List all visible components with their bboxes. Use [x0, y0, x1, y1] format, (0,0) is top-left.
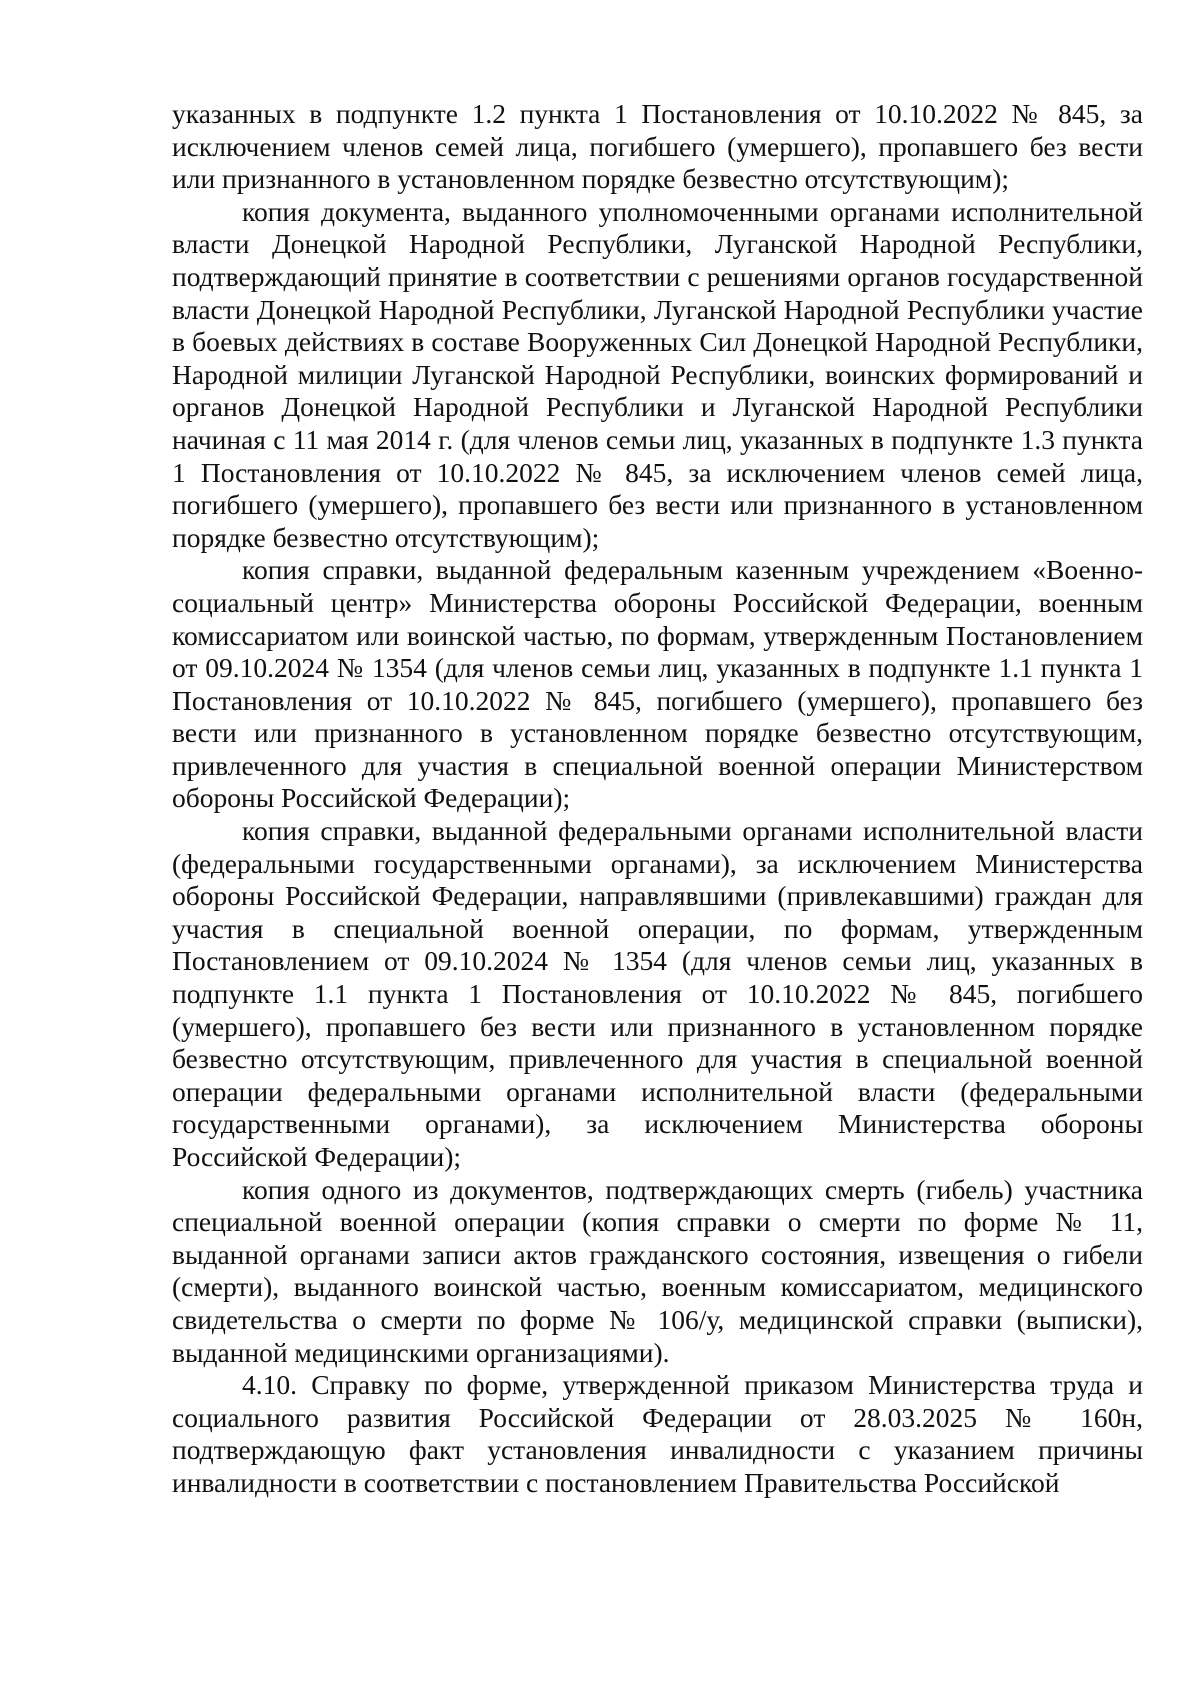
paragraph-dnr-lnr-document: копия документа, выданного уполномоченными органами исполнительной власти Донецкой Народной Республики, Луганской Народной Республики, подтверждающий принятие в соответствии с решениями органов государственной власти Донецкой Народной Республики, Луганской Народной Республики участие в боевых действиях в составе Вооруженных Сил Донецкой Народной Республики, Народной милиции Луганской Народной Республики, воинских формирований и органов Донецкой Народной Республики и Луганской Народной Республики начиная с 11 мая 2014 г. (для членов семьи лиц, указанных в подпункте 1.3 пункта 1 Постановления от 10.10.2022 № 845, за исключением членов семей лица, погибшего (умершего), пропавшего без вести или признанного в установленном порядке безвестно отсутствующим); [172, 195, 1143, 553]
paragraph-continuation: указанных в подпункте 1.2 пункта 1 Постановления от 10.10.2022 № 845, за исключением членов семей лица, погибшего (умершего), пропавшего без вести или признанного в установленном порядке безвестно отсутствующим); [172, 98, 1143, 195]
paragraph-military-center-certificate: копия справки, выданной федеральным казенным учреждением «Военно-социальный центр» Министерства обороны Российской Федерации, военным комиссариатом или воинской частью, по формам, утвержденным Постановлением от 09.10.2024 № 1354 (для членов семьи лиц, указанных в подпункте 1.1 пункта 1 Постановления от 10.10.2022 № 845, погибшего (умершего), пропавшего без вести или признанного в установленном порядке безвестно отсутствующим, привлеченного для участия в специальной военной операции Министерством обороны Российской Федерации); [172, 554, 1143, 814]
paragraph-federal-bodies-certificate: копия справки, выданной федеральными органами исполнительной власти (федеральными государственными органами), за исключением Министерства обороны Российской Федерации, направлявшими (привлекавшими) граждан для участия в специальной военной операции, по формам, утвержденным Постановлением от 09.10.2024 № 1354 (для членов семьи лиц, указанных в подпункте 1.1 пункта 1 Постановления от 10.10.2022 № 845, погибшего (умершего), пропавшего без вести или признанного в установленном порядке безвестно отсутствующим, привлеченного для участия в специальной военной операции федеральными органами исполнительной власти (федеральными государственными органами), за исключением Министерства обороны Российской Федерации); [172, 815, 1143, 1172]
paragraph-disability-certificate: 4.10. Справку по форме, утвержденной приказом Министерства труда и социального развития Российской Федерации от 28.03.2025 № 160н, подтверждающую факт установления инвалидности с указанием причины инвалидности в соответствии с постановлением Правительства Российской [172, 1369, 1143, 1498]
document-body [172, 98, 1143, 1500]
paragraph-death-documents: копия одного из документов, подтверждающих смерть (гибель) участника специальной военной операции (копия справки о смерти по форме № 11, выданной органами записи актов гражданского состояния, извещения о гибели (смерти), выданного воинской частью, военным комиссариатом, медицинского свидетельства о смерти по форме № 106/у, медицинской справки (выписки), выданной медицинскими организациями). [172, 1173, 1143, 1368]
